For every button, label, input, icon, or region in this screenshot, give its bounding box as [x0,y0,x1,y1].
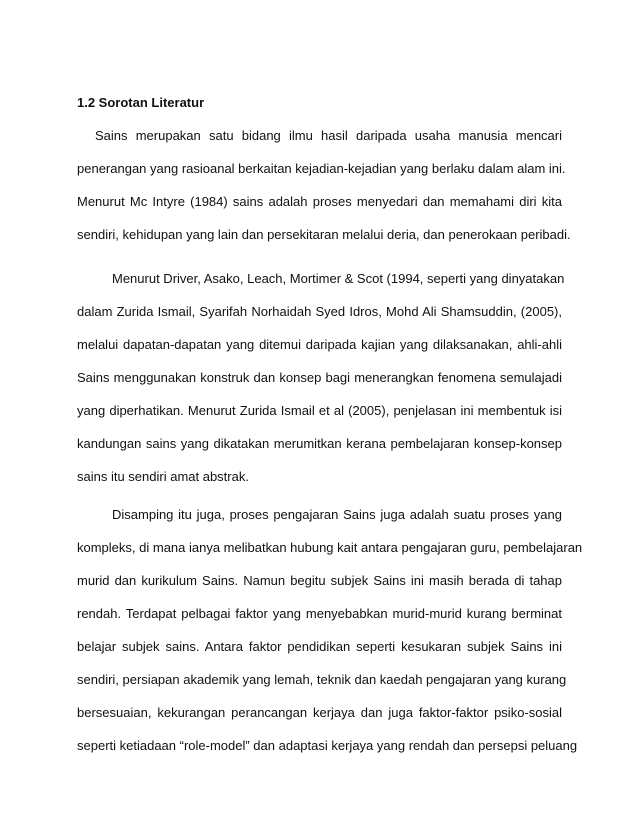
paragraph-line: Menurut Driver, Asako, Leach, Mortimer & Scot (1994, seperti yang dinyatakan [112,271,565,286]
paragraph-line: penerangan yang rasioanal berkaitan kejadian-kejadian yang berlaku dalam alam ini. [77,161,566,176]
paragraph-line: Menurut Mc Intyre (1984) sains adalah proses menyedari dan memahami diri kita [77,194,562,209]
paragraph-line: seperti ketiadaan “role-model” dan adaptasi kerjaya yang rendah dan persepsi peluang [77,738,578,753]
paragraph-line: rendah. Terdapat pelbagai faktor yang menyebabkan murid-murid kurang berminat [77,606,562,621]
paragraph-line: kandungan sains yang dikatakan merumitkan kerana pembelajaran konsep-konsep [77,436,562,451]
paragraph-line: sains itu sendiri amat abstrak. [77,469,249,484]
section-heading: 1.2 Sorotan Literatur [77,95,205,110]
paragraph-line: yang diperhatikan. Menurut Zurida Ismail et al (2005), penjelasan ini membentuk isi [77,403,562,418]
paragraph-line: Disamping itu juga, proses pengajaran Sains juga adalah suatu proses yang [112,507,562,522]
paragraph-line: murid dan kurikulum Sains. Namun begitu subjek Sains ini masih berada di tahap [77,573,562,588]
paragraph-1 [77,128,571,260]
paragraph-3 [77,507,583,771]
paragraph-line: Sains merupakan satu bidang ilmu hasil daripada usaha manusia mencari [95,128,562,143]
paragraph-line: bersesuaian, kekurangan perancangan kerjaya dan juga faktor-faktor psiko-sosial [77,705,562,720]
paragraph-line: sendiri, kehidupan yang lain dan persekitaran melalui deria, dan penerokaan peribadi. [77,227,571,242]
paragraph-line: sendiri, persiapan akademik yang lemah, teknik dan kaedah pengajaran yang kurang [77,672,567,687]
paragraph-2 [77,271,565,502]
paragraph-line: dalam Zurida Ismail, Syarifah Norhaidah Syed Idros, Mohd Ali Shamsuddin, (2005), [77,304,562,319]
paragraph-line: melalui dapatan-dapatan yang ditemui daripada kajian yang dilaksanakan, ahli-ahli [77,337,562,352]
paragraph-line: Sains menggunakan konstruk dan konsep bagi menerangkan fenomena semulajadi [77,370,562,385]
paragraph-line: belajar subjek sains. Antara faktor pendidikan seperti kesukaran subjek Sains ini [77,639,562,654]
paragraph-line: kompleks, di mana ianya melibatkan hubung kait antara pengajaran guru, pembelajaran [77,540,583,555]
